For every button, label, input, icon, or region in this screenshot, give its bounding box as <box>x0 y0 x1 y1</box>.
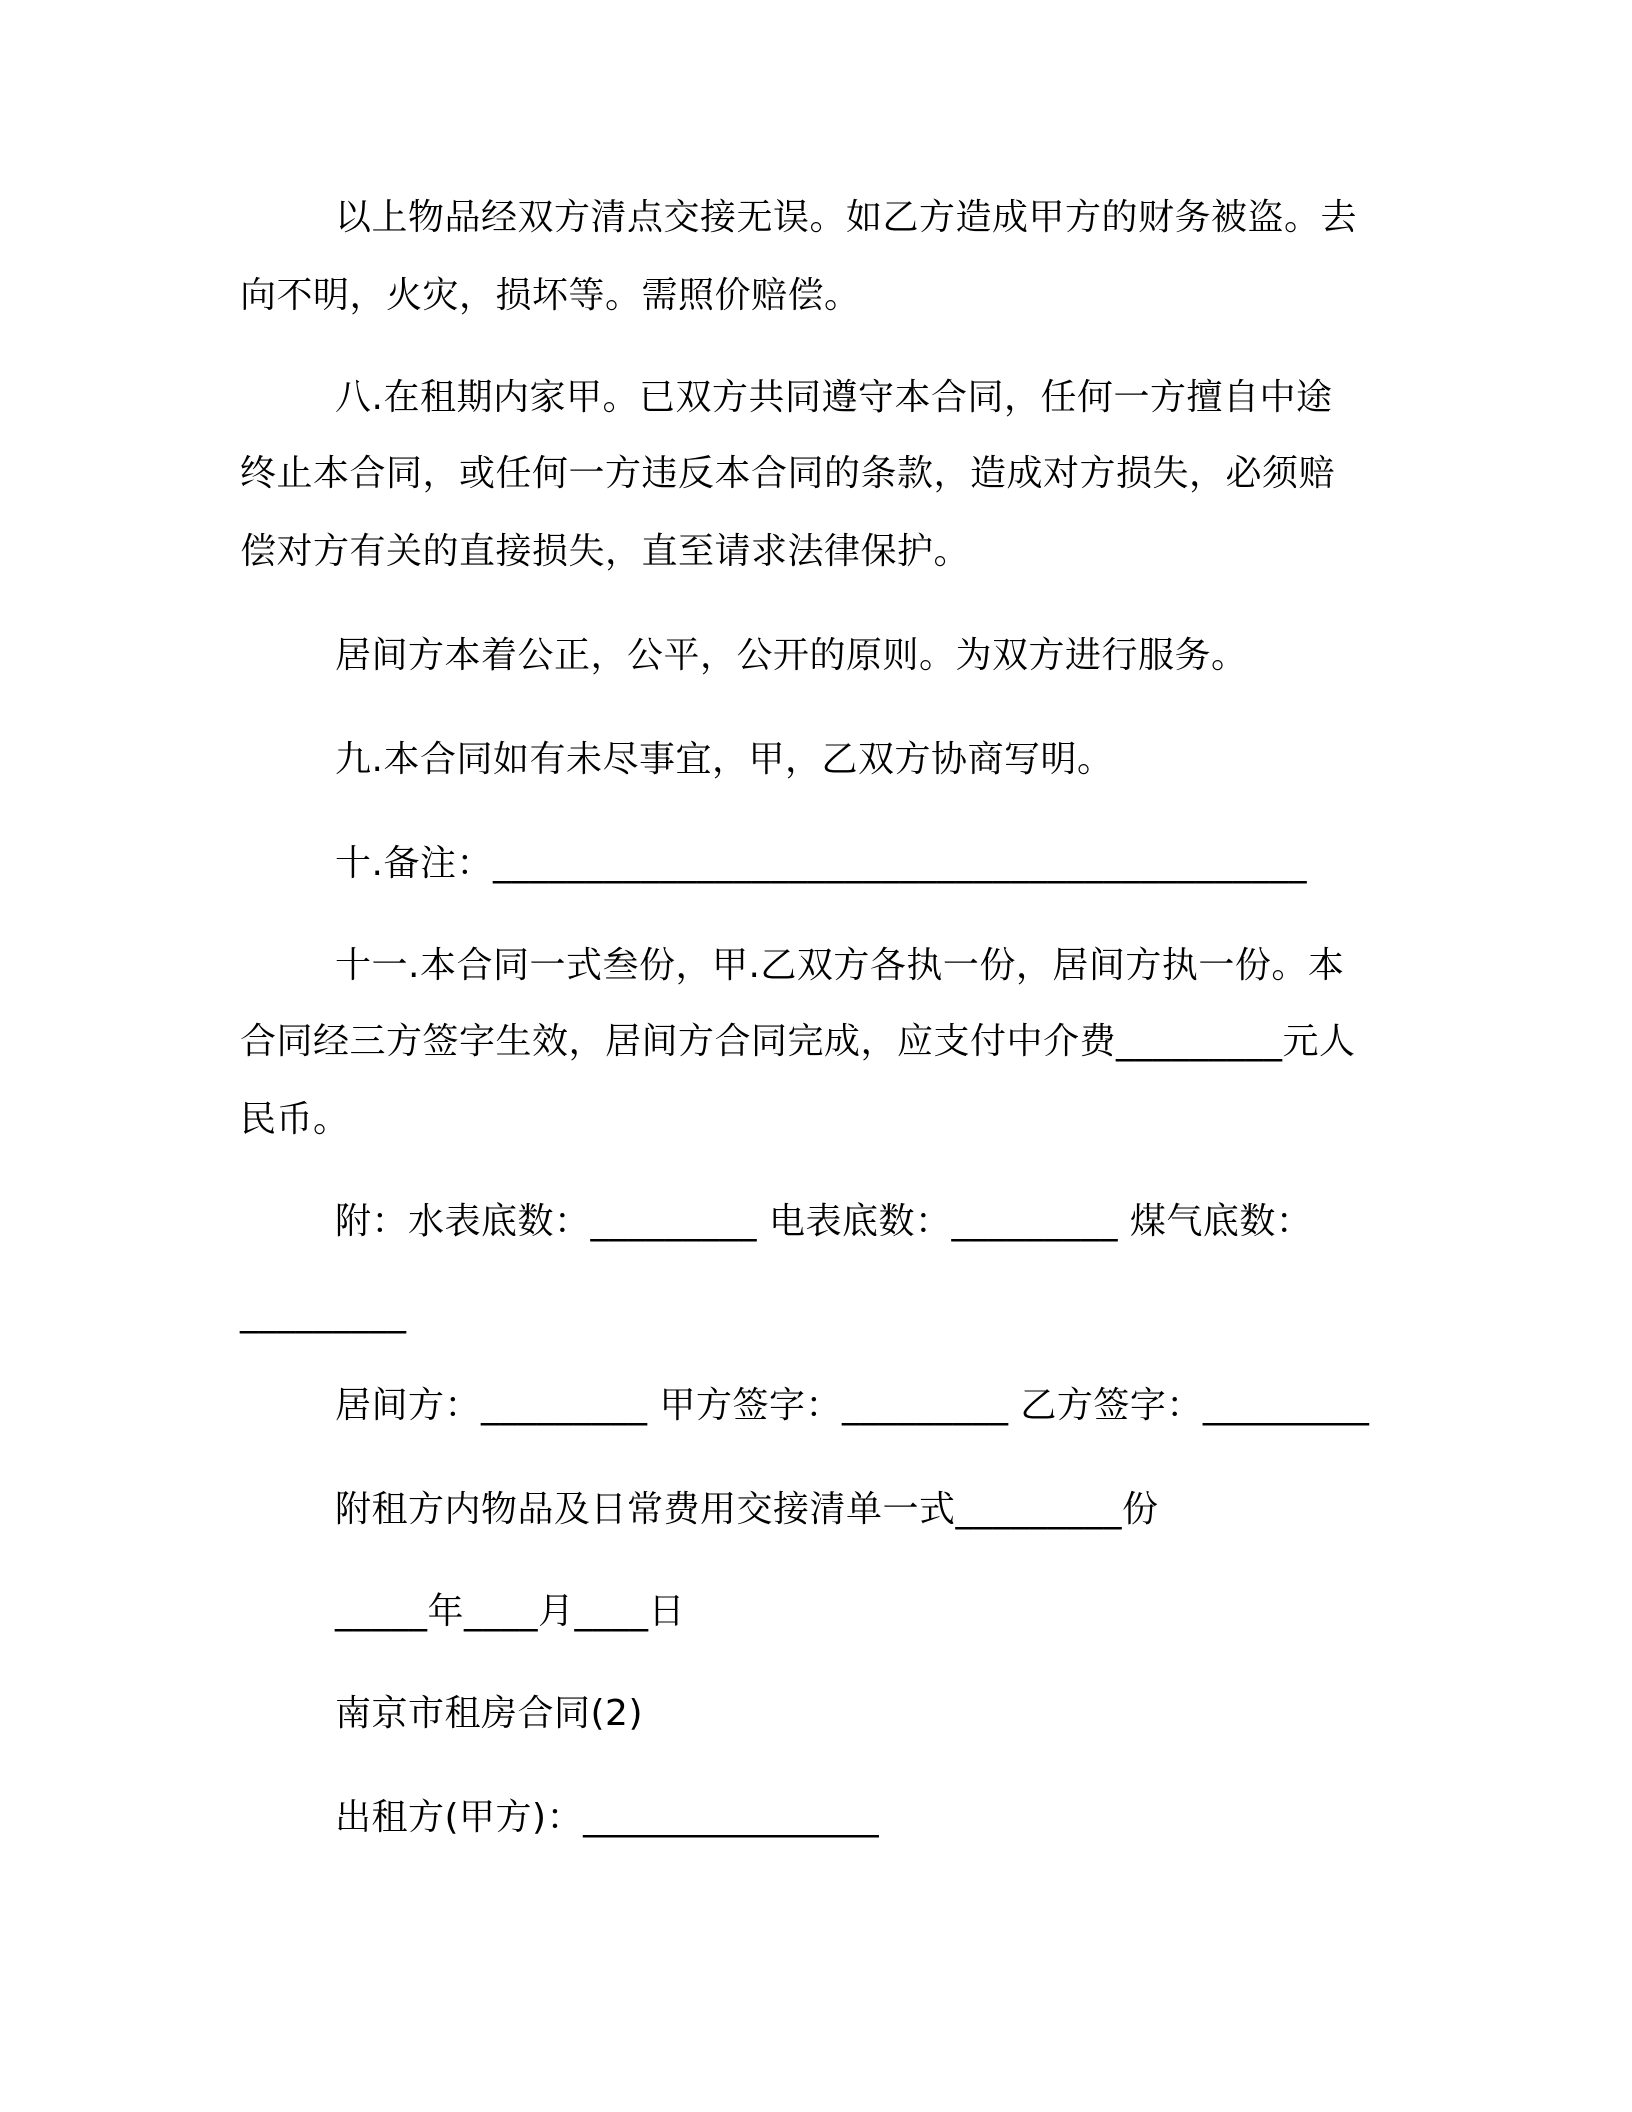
clause-9-line: 九.本合同如有未尽事宜，甲，乙双方协商写明。 <box>335 739 1114 780</box>
clause-8-line: 八.在租期内家甲。已双方共同遵守本合同，任何一方擅自中途 <box>335 377 1333 418</box>
meter-readings-line: _________ <box>240 1293 407 1334</box>
lessor-line: 出租方(甲方)：________________ <box>335 1797 880 1838</box>
date-line: _____年____月____日 <box>335 1591 686 1632</box>
remarks-line: 十.备注：____________________________________________ <box>335 843 1307 884</box>
clause-11-line: 十一.本合同一式叁份，甲.乙双方各执一份，居间方执一份。本 <box>335 945 1345 986</box>
contract-title: 南京市租房合同(2) <box>335 1693 643 1734</box>
paragraph-line: 向不明，火灾，损坏等。需照价赔偿。 <box>240 275 861 316</box>
paragraph-line: 以上物品经双方清点交接无误。如乙方造成甲方的财务被盗。去 <box>335 197 1358 238</box>
clause-8-line: 终止本合同，或任何一方违反本合同的条款，造成对方损失，必须赔 <box>240 453 1336 494</box>
clause-11-line: 合同经三方签字生效，居间方合同完成，应支付中介费_________元人 <box>240 1021 1356 1062</box>
signature-line: 居间方：_________ 甲方签字：_________ 乙方签字：_________ <box>335 1385 1370 1426</box>
clause-8-line: 偿对方有关的直接损失，直至请求法律保护。 <box>240 531 971 572</box>
paragraph-line: 居间方本着公正，公平，公开的原则。为双方进行服务。 <box>335 635 1248 676</box>
meter-readings-line: 附：水表底数：_________ 电表底数：_________ 煤气底数： <box>335 1201 1313 1242</box>
clause-11-line: 民币。 <box>240 1099 350 1140</box>
inventory-line: 附租方内物品及日常费用交接清单一式_________份 <box>335 1489 1159 1530</box>
